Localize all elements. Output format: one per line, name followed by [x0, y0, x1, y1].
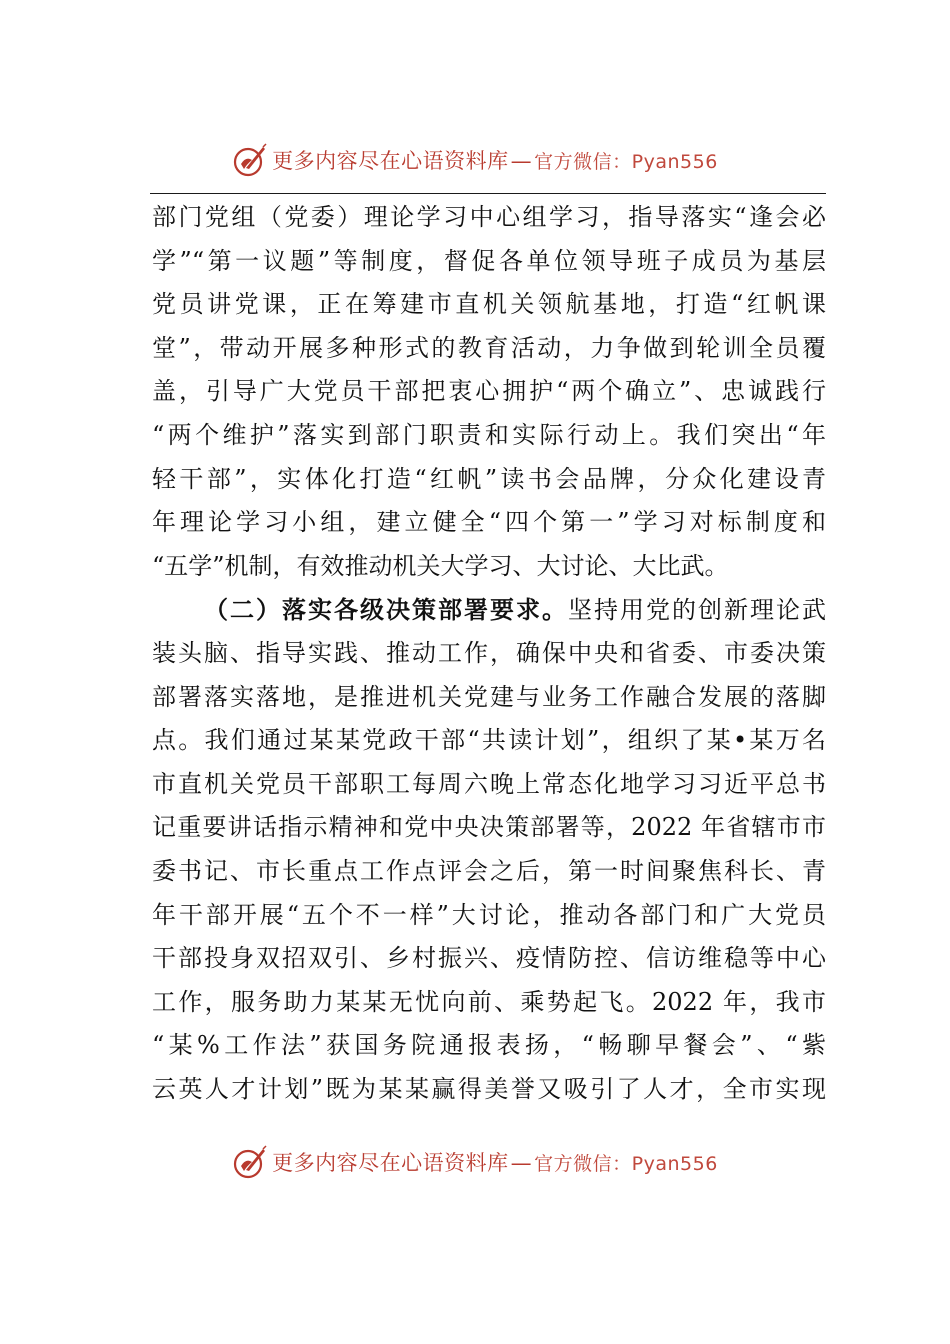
text-line: 点。我们通过某某党政干部“共读计划”，组织了某•某万名 — [152, 726, 826, 755]
header-banner — [0, 140, 950, 180]
text-line: 委书记、市长重点工作点评会之后，第一时间聚焦科长、青 — [152, 856, 826, 885]
text-line: 党员讲党课，正在筹建市直机关领航基地，打造“红帆课 — [152, 290, 826, 319]
footer-banner — [0, 1142, 950, 1182]
text-line: 云英人才计划”既为某某赢得美誉又吸引了人才，全市实现 — [152, 1074, 826, 1103]
text-line: “两个维护”落实到部门职责和实际行动上。我们突出“年 — [152, 420, 826, 449]
text-line: 年干部开展“五个不一样”大讨论，推动各部门和广大党员 — [152, 900, 826, 929]
quill-seal-logo-icon — [232, 1144, 268, 1180]
text-line: 记重要讲话指示精神和党中央决策部署等，2022 年省辖市市 — [152, 813, 826, 842]
banner-wechat-text: 官方微信：Pyan556 — [534, 151, 718, 173]
banner-dash: — — [510, 149, 533, 173]
text-line: 盖，引导广大党员干部把衷心拥护“两个确立”、忠诚践行 — [152, 377, 826, 406]
section-first-line-text: 坚持用党的创新理论武 — [568, 596, 826, 625]
header-rule — [150, 193, 826, 194]
text-line: 部门党组（党委）理论学习中心组学习，指导落实“逢会必 — [152, 203, 826, 231]
section-first-line — [152, 588, 826, 632]
text-line: 学”“第一议题”等制度，督促各单位领导班子成员为基层 — [152, 246, 826, 275]
banner-site-text: 更多内容尽在心语资料库 — [272, 149, 509, 173]
banner-dash: — — [510, 1151, 533, 1175]
text-line: “五学”机制，有效推动机关大学习、大讨论、大比武。 — [152, 551, 729, 580]
banner-wechat-text: 官方微信：Pyan556 — [534, 1153, 718, 1175]
text-line: “某%工作法”获国务院通报表扬，“畅聊早餐会”、“紫 — [152, 1031, 826, 1060]
quill-seal-logo-icon — [232, 142, 268, 178]
text-line: 堂”，带动开展多种形式的教育活动，力争做到轮训全员覆 — [152, 333, 826, 362]
text-line: 年理论学习小组，建立健全“四个第一”学习对标制度和 — [152, 508, 826, 537]
body-text — [152, 196, 826, 1111]
text-line: 部署落实落地，是推进机关党建与业务工作融合发展的落脚 — [152, 682, 826, 711]
text-line: 轻干部”，实体化打造“红帆”读书会品牌，分众化建设青 — [152, 464, 826, 493]
text-line: 工作，服务助力某某无忧向前、乘势起飞。2022 年，我市 — [152, 987, 826, 1016]
banner-site-text: 更多内容尽在心语资料库 — [272, 1151, 509, 1175]
text-line: 市直机关党员干部职工每周六晚上常态化地学习习近平总书 — [152, 769, 826, 798]
banner-text — [272, 1147, 718, 1177]
text-line: 装头脑、指导实践、推动工作，确保中央和省委、市委决策 — [152, 638, 826, 667]
section-heading: （二）落实各级决策部署要求。 — [204, 595, 568, 625]
banner-text — [272, 145, 718, 175]
text-line: 干部投身双招双引、乡村振兴、疫情防控、信访维稳等中心 — [152, 944, 826, 973]
